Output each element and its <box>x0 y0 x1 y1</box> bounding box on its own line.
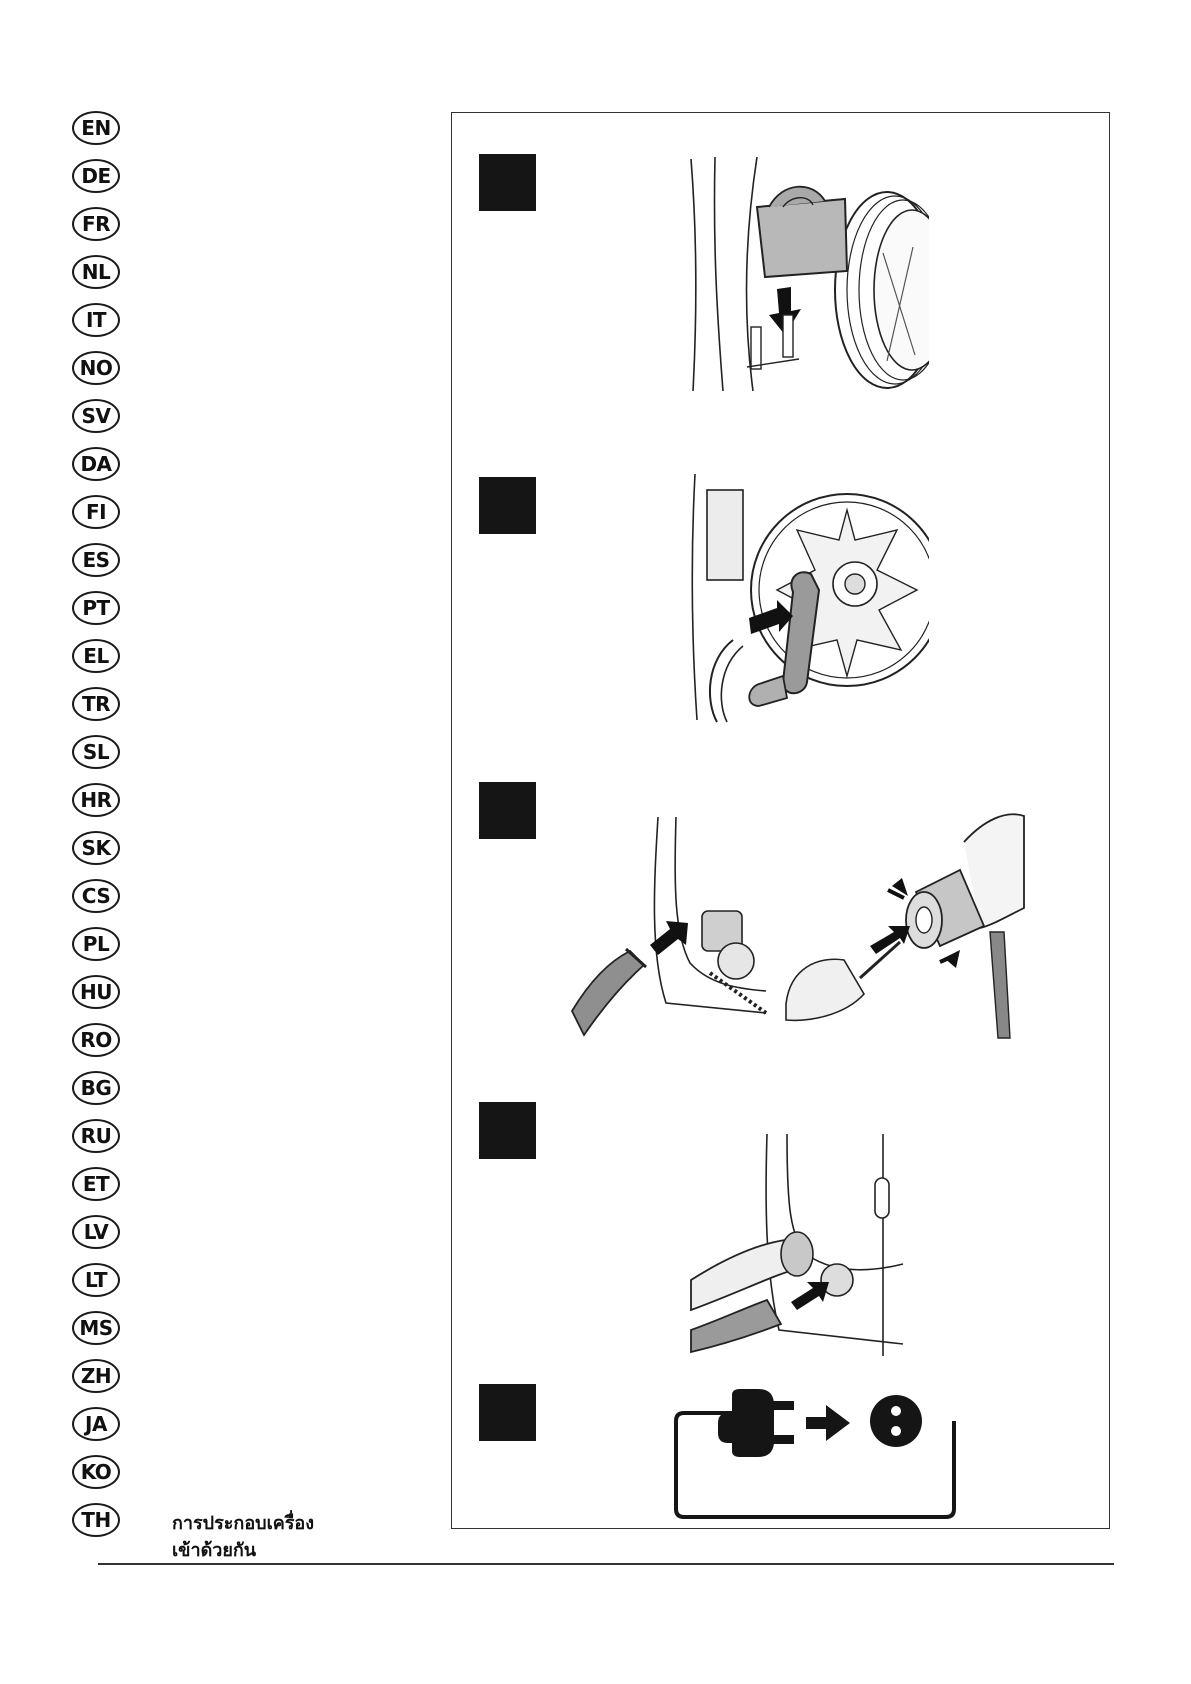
language-item-th <box>72 1503 132 1551</box>
language-code-badge: ES <box>72 543 120 577</box>
language-code-badge: ZH <box>72 1359 120 1393</box>
language-item-sl <box>72 735 132 783</box>
language-code-badge: TH <box>72 1503 120 1537</box>
step-marker-4 <box>479 1102 536 1159</box>
language-item-it <box>72 303 132 351</box>
language-code-badge: CS <box>72 879 120 913</box>
illustration-hose-to-outlet <box>570 813 768 1039</box>
language-code-badge: FI <box>72 495 120 529</box>
language-item-el <box>72 639 132 687</box>
language-code-badge: EL <box>72 639 120 673</box>
language-item-fi <box>72 495 132 543</box>
language-item-zh <box>72 1359 132 1407</box>
language-item-ro <box>72 1023 132 1071</box>
language-item-lt <box>72 1263 132 1311</box>
language-code-badge: SL <box>72 735 120 769</box>
language-item-ko <box>72 1455 132 1503</box>
page-bottom-rule <box>98 1563 1114 1565</box>
language-item-ja <box>72 1407 132 1455</box>
language-code-badge: HU <box>72 975 120 1009</box>
illustration-trigger-gun-coupling <box>784 808 1028 1048</box>
language-code-badge: PT <box>72 591 120 625</box>
language-item-cs <box>72 879 132 927</box>
step-marker-3 <box>479 782 536 839</box>
language-code-badge: RU <box>72 1119 120 1153</box>
language-code-badge: DA <box>72 447 120 481</box>
language-code-badge: DE <box>72 159 120 193</box>
language-item-es <box>72 543 132 591</box>
language-code-badge: NO <box>72 351 120 385</box>
language-item-pl <box>72 927 132 975</box>
language-code-badge: RO <box>72 1023 120 1057</box>
language-code-badge: TR <box>72 687 120 721</box>
step-marker-2 <box>479 477 536 534</box>
language-code-badge: NL <box>72 255 120 289</box>
language-code-badge: ET <box>72 1167 120 1201</box>
language-item-sv <box>72 399 132 447</box>
language-code-badge: SK <box>72 831 120 865</box>
language-code-badge: JA <box>72 1407 120 1441</box>
language-code-badge: FR <box>72 207 120 241</box>
language-code-badge: LV <box>72 1215 120 1249</box>
language-item-bg <box>72 1071 132 1119</box>
language-code-badge: SV <box>72 399 120 433</box>
illustration-hose-holder-clip <box>687 155 929 395</box>
language-item-pt <box>72 591 132 639</box>
language-code-badge: HR <box>72 783 120 817</box>
language-item-hr <box>72 783 132 831</box>
language-item-da <box>72 447 132 495</box>
language-item-nl <box>72 255 132 303</box>
language-item-hu <box>72 975 132 1023</box>
step-marker-5 <box>479 1384 536 1441</box>
language-code-badge: BG <box>72 1071 120 1105</box>
language-code-badge: LT <box>72 1263 120 1297</box>
th-section-caption: การประกอบเครื่อง เข้าด้วยกัน <box>172 1513 315 1561</box>
language-item-de <box>72 159 132 207</box>
illustration-unplug-symbol <box>666 1375 966 1525</box>
language-code-badge: IT <box>72 303 120 337</box>
language-item-sk <box>72 831 132 879</box>
step-marker-1 <box>479 154 536 211</box>
language-code-badge: MS <box>72 1311 120 1345</box>
language-list <box>72 111 132 1551</box>
language-code-badge: KO <box>72 1455 120 1489</box>
language-code-badge: PL <box>72 927 120 961</box>
language-item-ru <box>72 1119 132 1167</box>
language-item-no <box>72 351 132 399</box>
illustration-hose-reel-crank <box>687 470 929 724</box>
language-item-ms <box>72 1311 132 1359</box>
illustration-water-inlet-hose <box>689 1130 913 1356</box>
assembly-steps-frame <box>451 112 1110 1529</box>
language-item-tr <box>72 687 132 735</box>
language-item-fr <box>72 207 132 255</box>
language-item-et <box>72 1167 132 1215</box>
language-code-badge: EN <box>72 111 120 145</box>
language-item-en <box>72 111 132 159</box>
language-item-lv <box>72 1215 132 1263</box>
